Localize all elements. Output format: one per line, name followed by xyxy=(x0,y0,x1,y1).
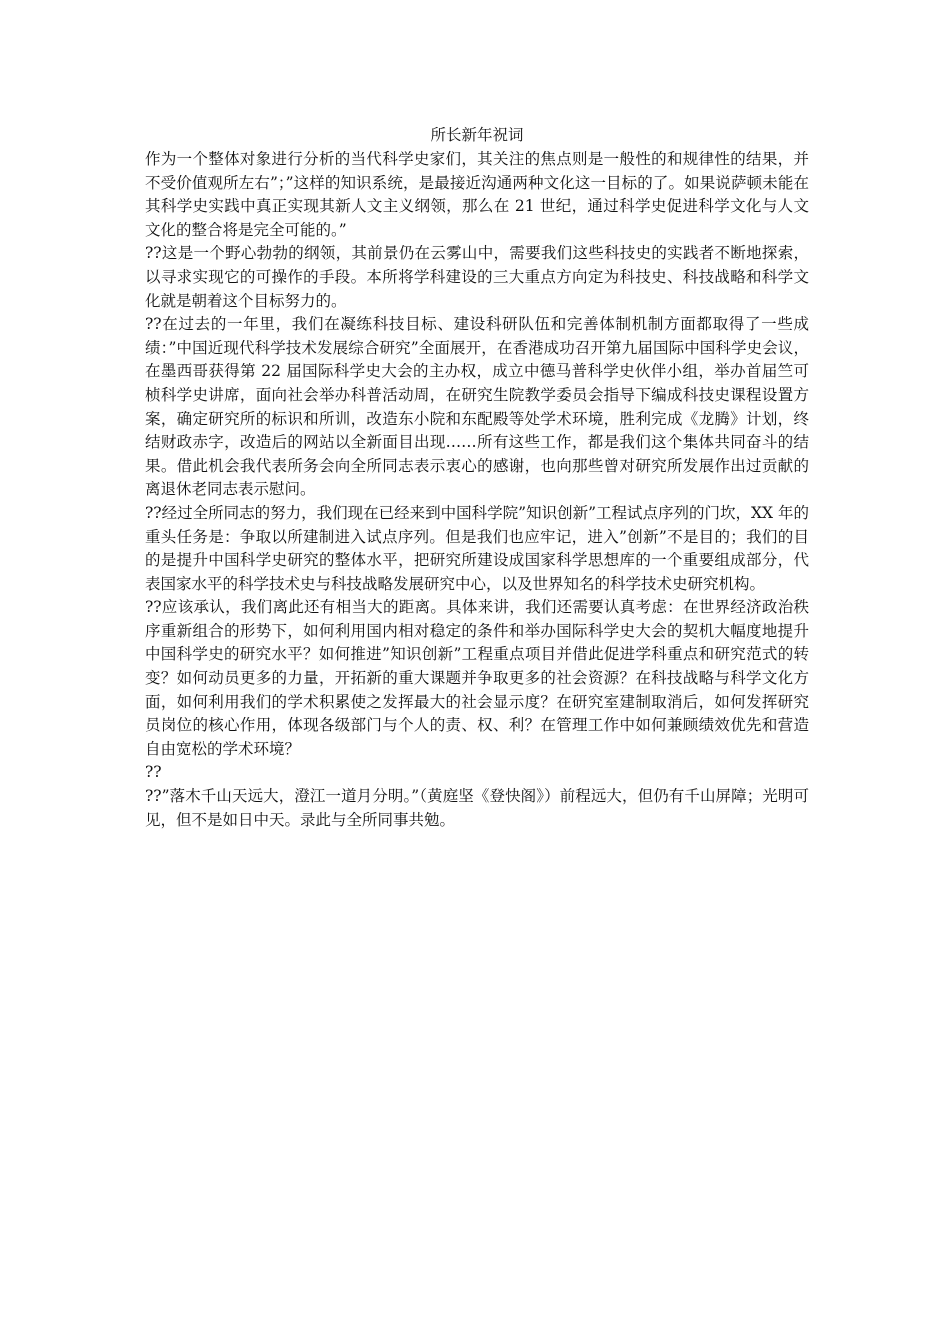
paragraph-6: ?? xyxy=(145,763,162,782)
paragraph-7: ??”落木千山天远大，澄江一道月分明。”（黄庭坚《登快阁》）前程远大，但仍有千山屏障；光明可见，但不是如日中天。录此与全所同事共勉。 xyxy=(145,787,809,829)
document-body xyxy=(145,122,809,832)
paragraph-4: ??经过全所同志的努力，我们现在已经来到中国科学院”知识创新”工程试点序列的门坎，XX 年的重头任务是：争取以所建制进入试点序列。但是我们也应牢记，进入”创新”不是目的；我们的目的是提升中国科学史研究的整体水平，把研究所建设成国家科学思想库的一个重要组成部分，代表国家水平的科学技术史与科技战略发展研究中心，以及世界知名的科学技术史研究机构。 xyxy=(145,503,809,593)
paragraph-5: ??应该承认，我们离此还有相当大的距离。具体来讲，我们还需要认真考虑：在世界经济政治秩序重新组合的形势下，如何利用国内相对稳定的条件和举办国际科学史大会的契机大幅度地提升中国科学史的研究水平？如何推进”知识创新”工程重点项目并借此促进学科重点和研究范式的转变？如何动员更多的力量，开拓新的重大课题并争取更多的社会资源？在科技战略与科学文化方面，如何利用我们的学术积累使之发挥最大的社会显示度？在研究室建制取消后，如何发挥研究员岗位的核心作用，体现各级部门与个人的责、权、利？在管理工作中如何兼顾绩效优先和营造自由宽松的学术环境？ xyxy=(145,598,809,758)
paragraph-1: 作为一个整体对象进行分析的当代科学史家们，其关注的焦点则是一般性的和规律性的结果，并不受价值观所左右”；”这样的知识系统，是最接近沟通两种文化这一目标的了。如果说萨顿未能在其科学史实践中真正实现其新人文主义纲领，那么在 21 世纪，通过科学史促进科学文化与人文文化的整合将是完全可能的。” xyxy=(145,150,809,239)
paragraph-3: ??在过去的一年里，我们在凝练科技目标、建设科研队伍和完善体制机制方面都取得了一些成绩：”中国近现代科学技术发展综合研究”全面展开，在香港成功召开第九届国际中国科学史会议，在墨西哥获得第 22 届国际科学史大会的主办权，成立中德马普科学史伙伴小组，举办首届竺可桢科学史讲席，面向社会举办科普活动周，在研究生院教学委员会指导下编成科技史课程设置方案，确定研究所的标识和所训，改造东小院和东配殿等处学术环境，胜利完成《龙腾》计划，终结财政赤字，改造后的网站以全新面目出现……所有这些工作，都是我们这个集体共同奋斗的结果。借此机会我代表所务会向全所同志表示衷心的感谢，也向那些曾对研究所发展作出过贡献的离退休老同志表示慰问。 xyxy=(145,315,809,499)
paragraph-2: ??这是一个野心勃勃的纲领，其前景仍在云雾山中，需要我们这些科技史的实践者不断地探索，以寻求实现它的可操作的手段。本所将学科建设的三大重点方向定为科技史、科技战略和科学文化就是朝着这个目标努力的。 xyxy=(145,244,809,310)
document-title: 所长新年祝词 xyxy=(430,126,524,144)
